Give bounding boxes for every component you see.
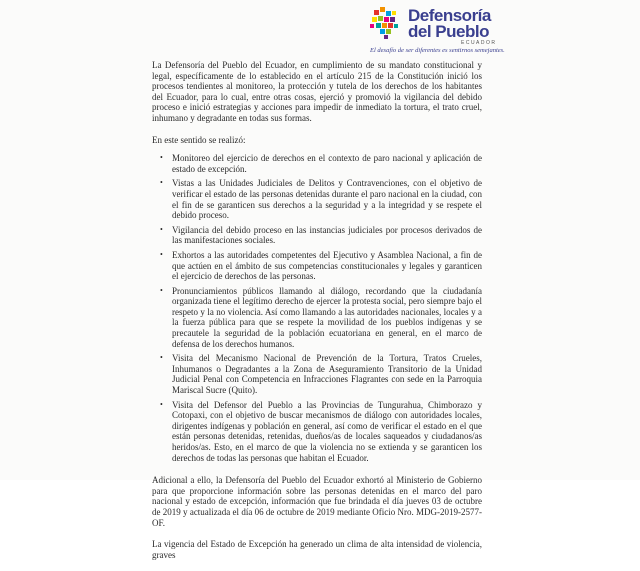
closing-paragraph: Adicional a ello, la Defensoría del Pueblo del Ecuador exhortó al Ministerio de Gobierno para que proporcione información sobre las personas detenidas en el marco del paro nacional y estado de excepción, información que fue brindada el día jueves 03 de octubre de 2019 y actualizada el día 06 de octubre de 2019 mediante Oficio Nro. MDG-2019-2577-OF. [152,475,482,528]
logo-line-1: Defensoría [408,6,491,25]
list-item: • Visita del Defensor del Pueblo a las Provincias de Tungurahua, Chimborazo y Cotopaxi, con el objetivo de buscar mecanismos de diálogo con autoridades locales, dirigentes indígenas y población en general, así como de verificar el estado en el que están personas detenidas, retenidas, dueños/as de locales saqueados y ciudadanos/as heridos/as. Esto, en el marco de que la violencia no se extienda y se garanticen los derechos de todas las personas que habitan el Ecuador. [160,399,482,463]
logo-slogan: El desafío de ser diferentes es sentirnos semejantes. [370,47,505,54]
list-item: • Vigilancia del debido proceso en las instancias judiciales por procesos derivados de las manifestaciones sociales. [160,224,482,246]
bullet-icon: • [160,178,163,188]
bullet-icon: • [160,153,163,163]
list-item: • Visita del Mecanismo Nacional de Prevención de la Tortura, Tratos Crueles, Inhumanos o Degradantes a la Zona de Aseguramiento Transitorio de la Unidad Judicial Penal con Competencia en Infracciones Flagrantes con sede en la Parroquia Mariscal Sucre (Quito). [160,353,482,396]
list-item: • Vistas a las Unidades Judiciales de Delitos y Contravenciones, con el objetivo de verificar el estado de las personas detenidas durante el paro nacional en la ciudad, con el fin de se garanticen sus derechos a la seguridad y a la integridad y se respete el debido proceso. [160,178,482,221]
bullet-icon: • [160,285,163,295]
logo-wordmark [408,7,491,40]
bullet-icon: • [160,224,163,234]
list-item: • Exhortos a las autoridades competentes del Ejecutivo y Asamblea Nacional, a fin de que actúen en el ámbito de sus competencias constitucionales y legales y garanticen el ejercicio de derechos de las personas. [160,249,482,282]
list-item: • Monitoreo del ejercicio de derechos en el contexto de paro nacional y aplicación de estado de excepción. [160,153,482,174]
logo-country: ECUADOR [461,40,497,46]
logo-line-2: del Pueblo [408,22,489,41]
last-paragraph-start: La vigencia del Estado de Excepción ha generado un clima de alta intensidad de violencia, graves [152,539,482,560]
bullet-icon: • [160,249,163,259]
intro-paragraph: La Defensoría del Pueblo del Ecuador, en cumplimiento de su mandato constitucional y legal, específicamente de lo establecido en el artículo 215 de la Constitución inició los procesos tendientes al monitoreo, la protección y tutela de los derechos de los habitantes del Ecuador, para lo cual, entre otras cosas, ejerció y promovió la vigilancia del debido proceso e inició estrategias y acciones para impedir de inmediato la tortura, el trato cruel, inhumano y degradante en todas sus formas. [152,60,482,123]
list-item: • Pronunciamientos públicos llamando al diálogo, recordando que la ciudadanía organizada tiene el legítimo derecho de ejercer la protesta social, pero siempre bajo el respeto y la no violencia. Así como llamando a las autoridades nacionales, locales y a la fuerza pública para que se respete la movilidad de los pueblos indígenas y se precautele la seguridad de la población ecuatoriana en general, en el marco de defensa de los derechos humanos. [160,285,482,349]
document-body [152,60,482,571]
bullet-icon: • [160,399,163,409]
lead-paragraph: En este sentido se realizó: [152,134,246,145]
action-list [152,153,482,463]
bullet-icon: • [160,353,163,363]
